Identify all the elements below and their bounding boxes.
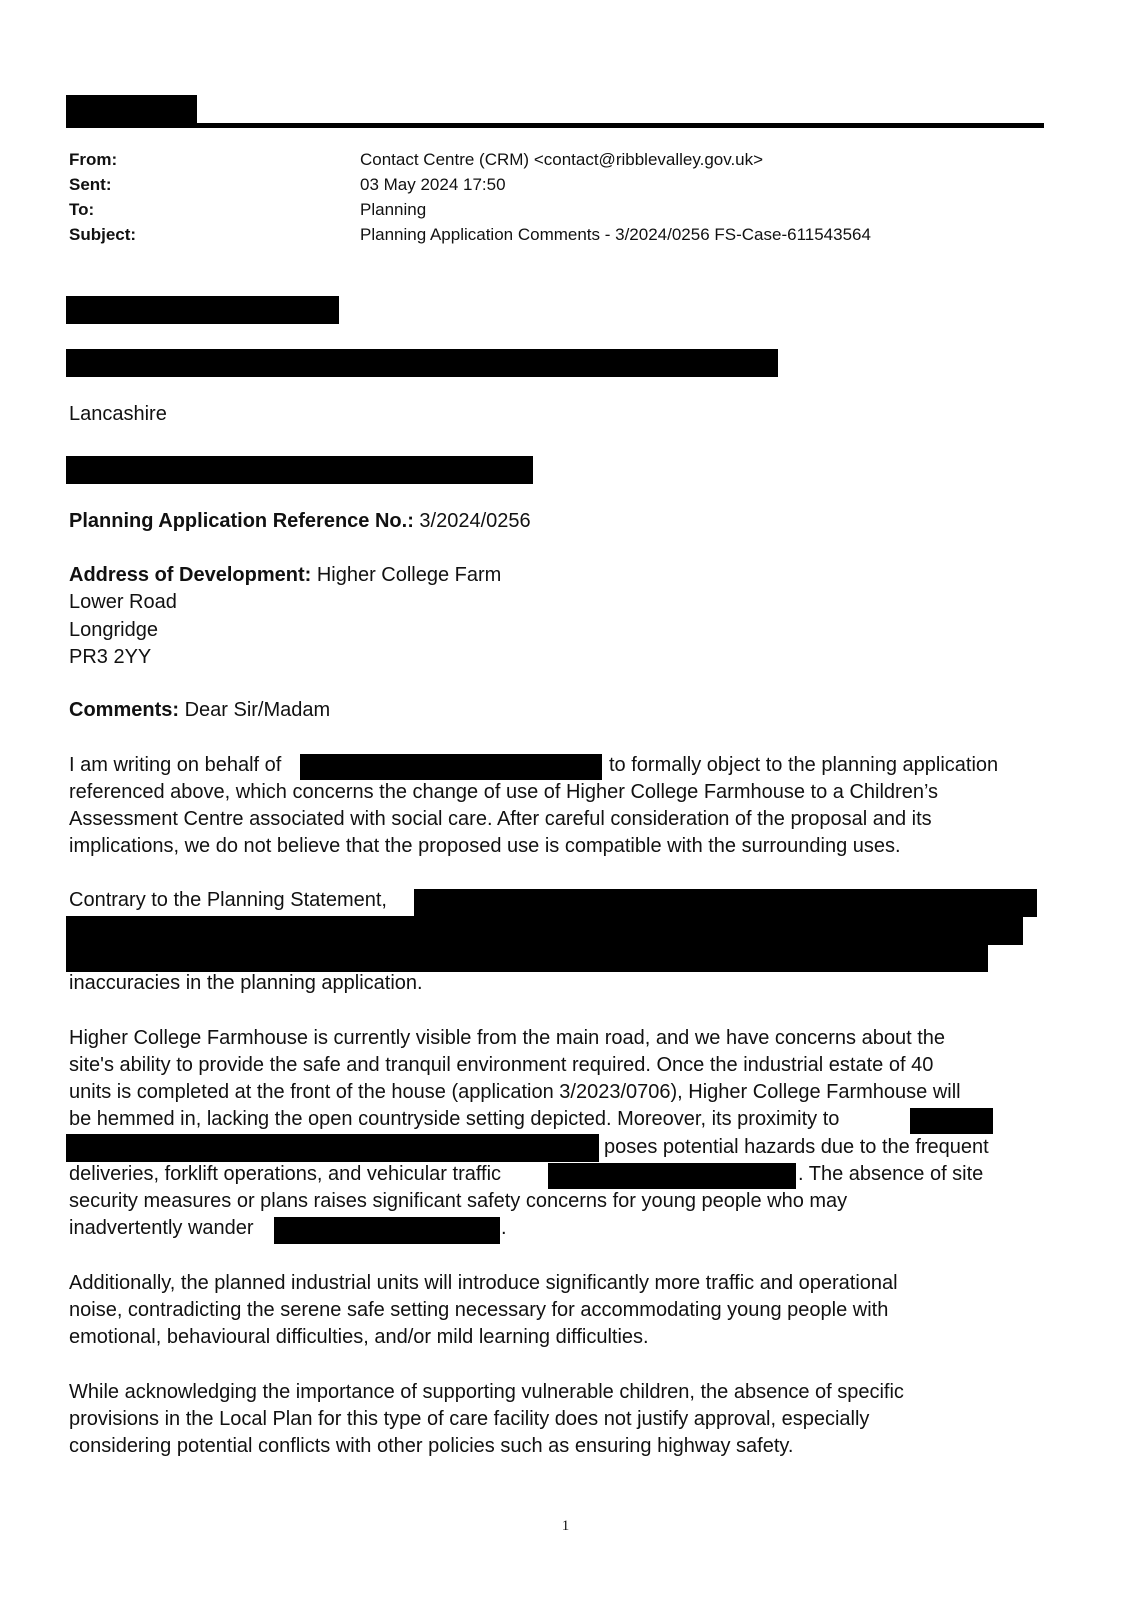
paragraph4-line3: emotional, behavioural difficulties, and/or mild learning difficulties. bbox=[69, 1326, 649, 1348]
to-label: To: bbox=[69, 200, 95, 219]
reference-label: Planning Application Reference No.: bbox=[69, 510, 414, 532]
paragraph4-line2: noise, contradicting the serene safe setting necessary for accommodating young people with bbox=[69, 1299, 889, 1321]
paragraph3-line6-start: deliveries, forklift operations, and vehicular traffic bbox=[69, 1163, 502, 1185]
from-value: Contact Centre (CRM) <contact@ribblevalley.gov.uk> bbox=[360, 150, 764, 169]
redacted-client-name bbox=[300, 754, 602, 780]
development-address-4: PR3 2YY bbox=[69, 646, 152, 668]
redacted-paragraph2-a bbox=[414, 889, 1037, 917]
redacted-paragraph2-b bbox=[66, 916, 1023, 945]
paragraph3-line5: poses potential hazards due to the frequent bbox=[604, 1136, 989, 1158]
comments-label: Comments: bbox=[69, 699, 180, 721]
comments-greeting: Dear Sir/Madam bbox=[179, 699, 331, 721]
development-address-2: Lower Road bbox=[69, 591, 177, 613]
redacted-address-line-2 bbox=[66, 349, 778, 377]
header-rule bbox=[66, 123, 1044, 128]
paragraph5-line3: considering potential conflicts with other policies such as ensuring highway safety. bbox=[69, 1435, 794, 1457]
development-label: Address of Development: bbox=[69, 564, 312, 586]
paragraph3-line7: security measures or plans raises significant safety concerns for young people who may bbox=[69, 1190, 848, 1212]
redacted-address-line-3 bbox=[66, 456, 533, 484]
paragraph5-line1: While acknowledging the importance of supporting vulnerable children, the absence of specific bbox=[69, 1381, 904, 1403]
paragraph3-line2: site's ability to provide the safe and tranquil environment required. Once the industrial estate of 40 bbox=[69, 1054, 934, 1076]
sent-value: 03 May 2024 17:50 bbox=[360, 175, 506, 194]
paragraph4-line1: Additionally, the planned industrial units will introduce significantly more traffic and operational bbox=[69, 1272, 898, 1294]
paragraph2-line4: inaccuracies in the planning application. bbox=[69, 972, 423, 994]
paragraph3-line6-end: . The absence of site bbox=[798, 1163, 984, 1185]
paragraph3-line4: be hemmed in, lacking the open countryside setting depicted. Moreover, its proximity to bbox=[69, 1108, 840, 1130]
paragraph1-line2: referenced above, which concerns the change of use of Higher College Farmhouse to a Children’s bbox=[69, 781, 939, 803]
address-county: Lancashire bbox=[69, 403, 167, 425]
redacted-paragraph2-c bbox=[66, 944, 988, 972]
redacted-paragraph3-b bbox=[66, 1134, 599, 1162]
development-address-1: Higher College Farm bbox=[311, 564, 502, 586]
paragraph3-line3: units is completed at the front of the house (application 3/2023/0706), Higher College Farmhouse will bbox=[69, 1081, 961, 1103]
comments-line bbox=[69, 697, 330, 725]
paragraph2-line1: Contrary to the Planning Statement, bbox=[69, 889, 387, 911]
from-label: From: bbox=[69, 150, 118, 169]
paragraph1-line1-end: to formally object to the planning application bbox=[609, 754, 999, 776]
reference-line bbox=[69, 508, 531, 536]
subject-label: Subject: bbox=[69, 225, 137, 244]
paragraph3-line8-start: inadvertently wander bbox=[69, 1217, 254, 1239]
development-address-3: Longridge bbox=[69, 619, 158, 641]
redacted-paragraph3-a bbox=[910, 1108, 993, 1134]
redacted-address-line-1 bbox=[66, 296, 339, 324]
paragraph1-line1-start: I am writing on behalf of bbox=[69, 754, 282, 776]
reference-value: 3/2024/0256 bbox=[413, 510, 531, 532]
paragraph5-line2: provisions in the Local Plan for this type of care facility does not justify approval, especially bbox=[69, 1408, 870, 1430]
paragraph3-line1: Higher College Farmhouse is currently visible from the main road, and we have concerns about the bbox=[69, 1027, 945, 1049]
sent-label: Sent: bbox=[69, 175, 112, 194]
paragraph1-line4: implications, we do not believe that the proposed use is compatible with the surrounding uses. bbox=[69, 835, 901, 857]
page-number: 1 bbox=[561, 1518, 570, 1534]
to-value: Planning bbox=[360, 200, 427, 219]
subject-value: Planning Application Comments - 3/2024/0256 FS-Case-611543564 bbox=[360, 225, 871, 244]
redacted-paragraph3-c bbox=[548, 1163, 796, 1189]
paragraph1-line3: Assessment Centre associated with social care. After careful consideration of the proposal and its bbox=[69, 808, 932, 830]
redacted-paragraph3-d bbox=[274, 1217, 500, 1244]
development-line-1 bbox=[69, 562, 501, 590]
paragraph3-line8-end: . bbox=[501, 1217, 507, 1239]
